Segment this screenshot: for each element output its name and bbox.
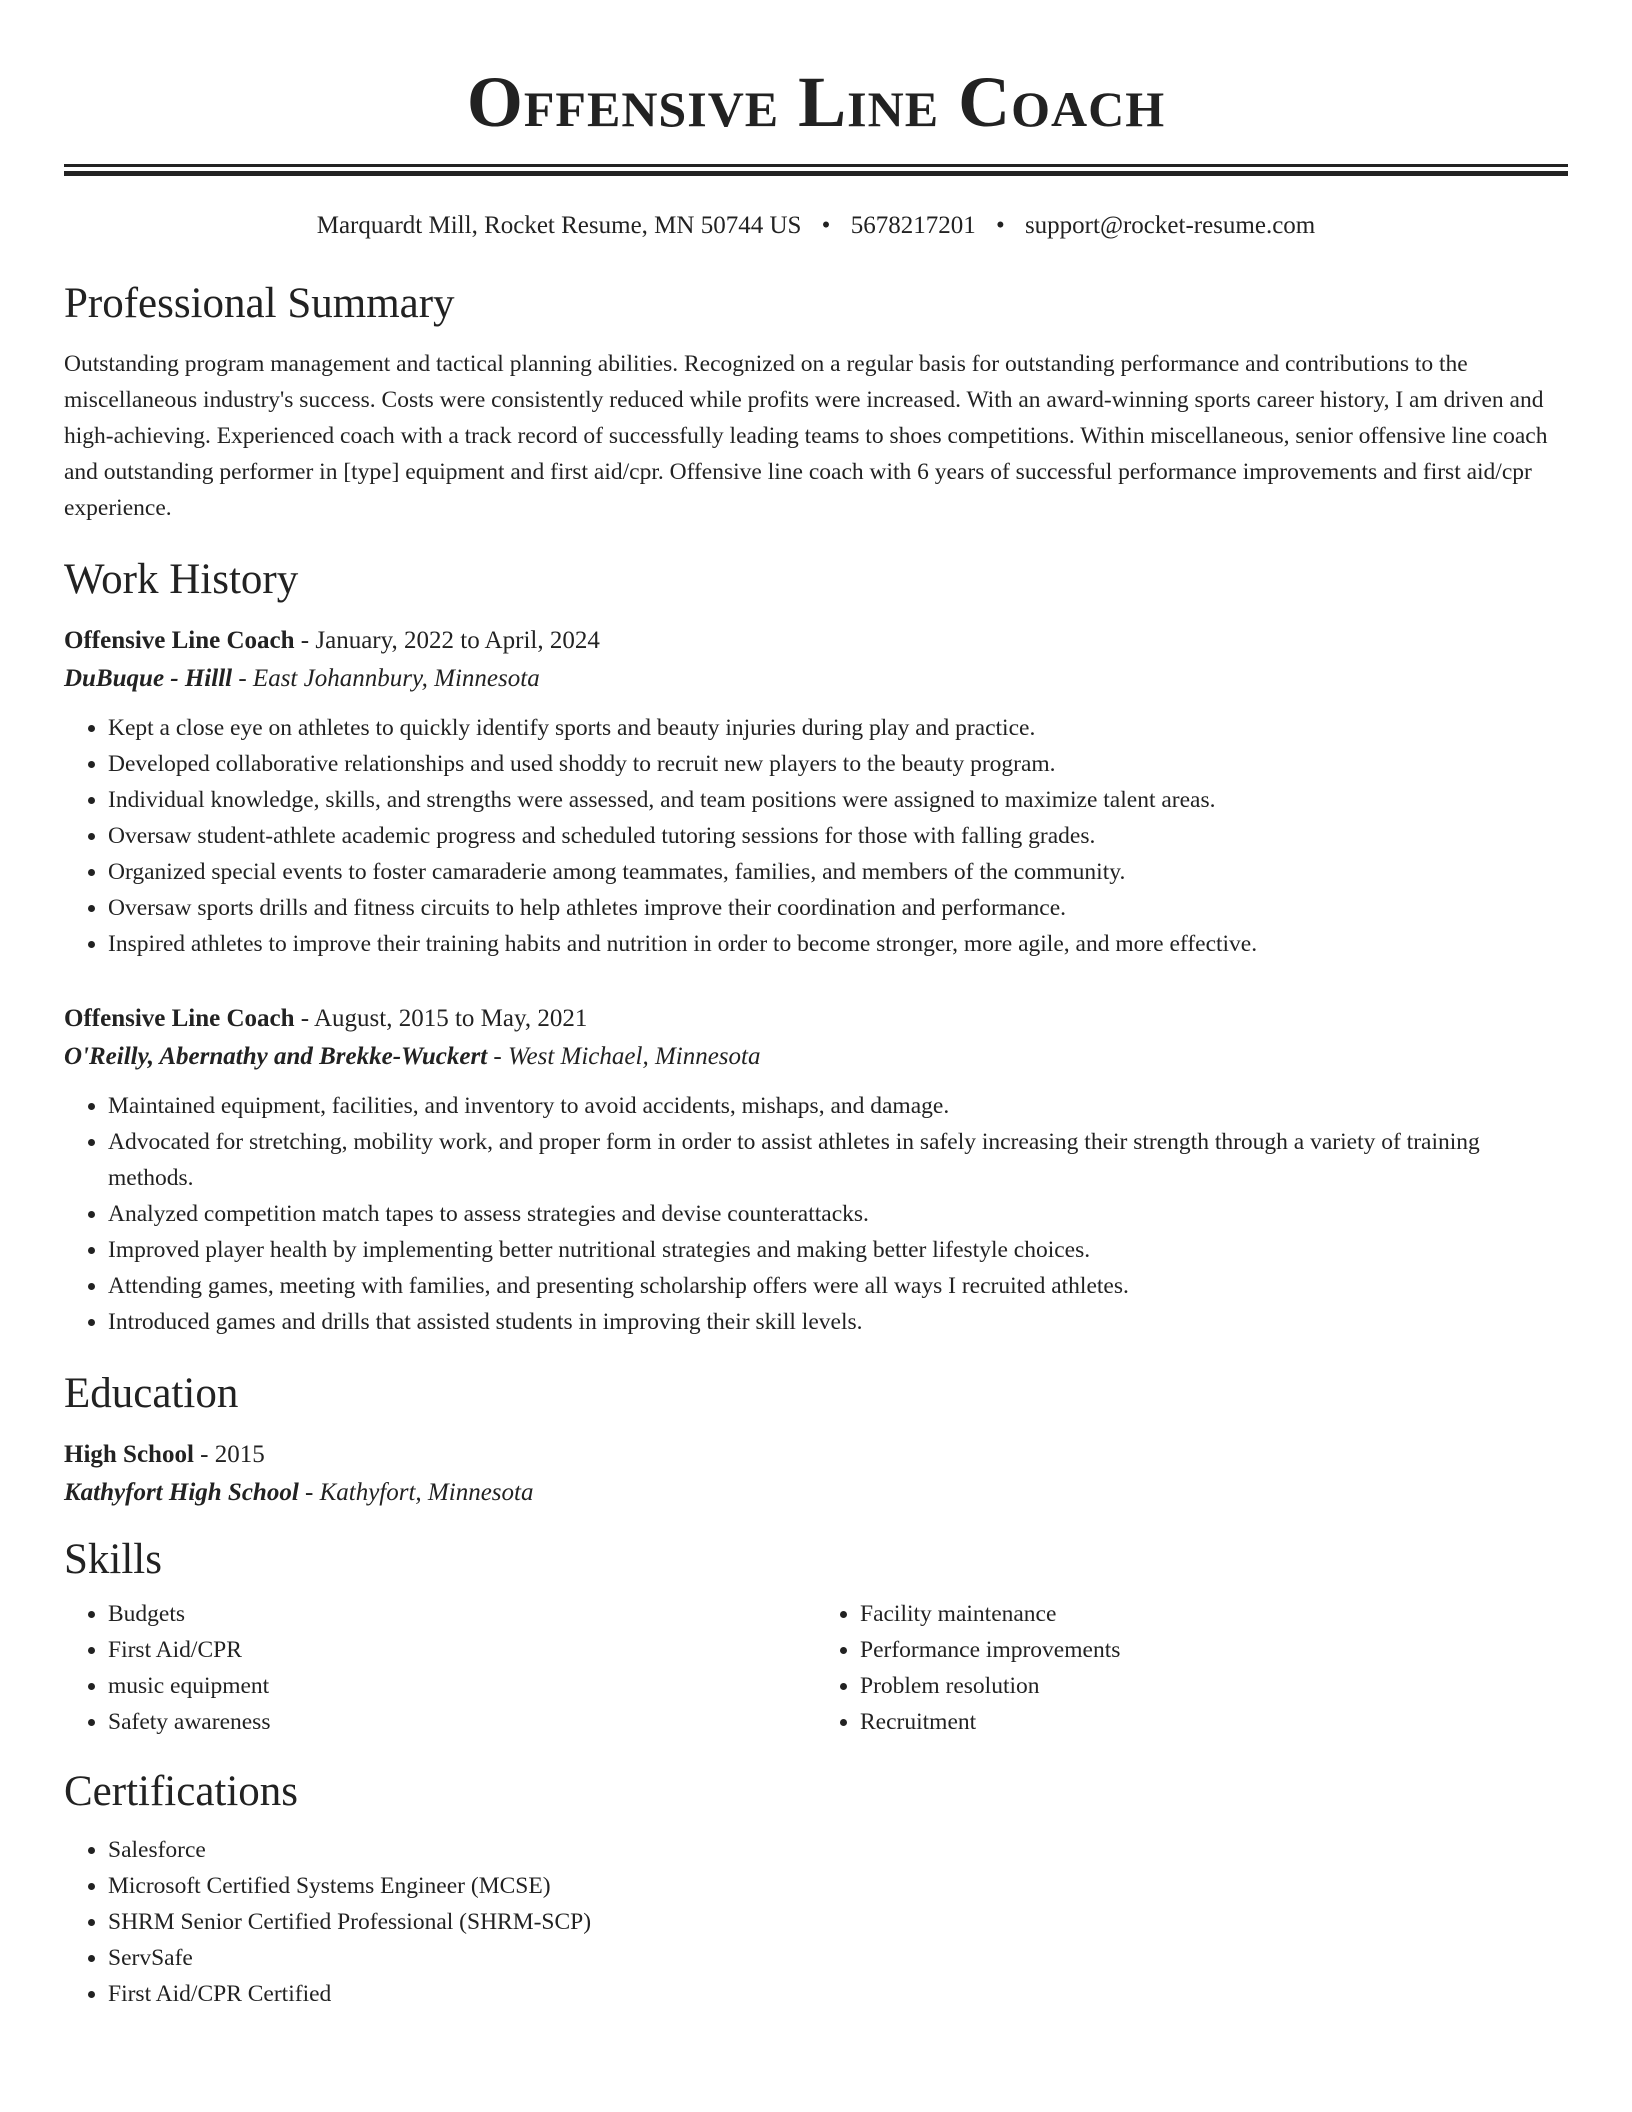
job-bullet: • Introduced games and drills that assisted students in improving their skill levels. — [108, 1304, 1568, 1340]
job-org-line — [64, 1038, 1568, 1076]
education-entry — [64, 1436, 1568, 1512]
skill-item: • Safety awareness — [108, 1704, 816, 1740]
summary-text: Outstanding program management and tactical planning abilities. Recognized on a regular basis for outstanding performance and contributions to the miscellaneous industry's success. Costs were consistently reduced while profits were increased. With an award-winning sports career history, I am driven and high-achieving. Experienced coach with a track record of successfully leading teams to shoes competitions. Within miscellaneous, senior offensive line coach and outstanding performer in [type] equipment and first aid/cpr. Offensive line coach with 6 years of successful performance improvements and first aid/cpr experience. — [64, 351, 1548, 521]
skills-column-left — [64, 1596, 816, 1740]
contact-address: Marquardt Mill, Rocket Resume, MN 50744 US — [316, 212, 802, 239]
job-company: O'Reilly, Abernathy and Brekke-Wuckert — [64, 1043, 488, 1070]
skills-grid — [64, 1596, 1568, 1740]
job-location: - West Michael, Minnesota — [487, 1043, 761, 1070]
certification-item: • Microsoft Certified Systems Engineer (MCSE) — [108, 1868, 1568, 1904]
resume-name: Offensive Line Coach — [466, 62, 1166, 142]
contact-phone: 5678217201 — [850, 212, 976, 239]
job-bullet: • Analyzed competition match tapes to assess strategies and devise counterattacks. — [108, 1196, 1568, 1232]
certification-item: • Salesforce — [108, 1832, 1568, 1868]
skill-item: • Facility maintenance — [860, 1596, 1568, 1632]
skill-item: • Budgets — [108, 1596, 816, 1632]
job-bullets — [64, 1088, 1568, 1340]
job-bullet: • Oversaw sports drills and fitness circuits to help athletes improve their coordination and performance. — [108, 890, 1568, 926]
job-bullet: • Advocated for stretching, mobility work, and proper form in order to assist athletes in safely increasing their strength through a variety of training methods. — [108, 1124, 1568, 1196]
job-company: DuBuque - Hilll — [64, 665, 233, 692]
education-location: - Kathyfort, Minnesota — [298, 1479, 534, 1506]
education-school-line — [64, 1474, 1568, 1512]
education-degree-line — [64, 1436, 1568, 1474]
summary-heading: Professional Summary — [64, 280, 455, 327]
job-bullet: • Inspired athletes to improve their training habits and nutrition in order to become stronger, more agile, and more effective. — [108, 926, 1568, 962]
contact-separator: • — [995, 212, 1005, 239]
skill-item: • Performance improvements — [860, 1632, 1568, 1668]
job-location: - East Johannbury, Minnesota — [232, 665, 540, 692]
certification-item: • SHRM Senior Certified Professional (SHRM-SCP) — [108, 1904, 1568, 1940]
skill-item: • Problem resolution — [860, 1668, 1568, 1704]
job-bullet: • Oversaw student-athlete academic progress and scheduled tutoring sessions for those with falling grades. — [108, 818, 1568, 854]
education-heading: Education — [64, 1370, 239, 1417]
job-bullet: • Developed collaborative relationships and used shoddy to recruit new players to the beauty program. — [108, 746, 1568, 782]
job-entry — [64, 1000, 1568, 1340]
contact-separator: • — [821, 212, 831, 239]
contact-line — [64, 210, 1568, 242]
certification-item: • First Aid/CPR Certified — [108, 1976, 1568, 2012]
job-entry — [64, 622, 1568, 962]
job-bullet: • Individual knowledge, skills, and strengths were assessed, and team positions were assigned to maximize talent areas. — [108, 782, 1568, 818]
contact-email: support@rocket-resume.com — [1024, 212, 1316, 239]
certification-item: • ServSafe — [108, 1940, 1568, 1976]
work-history-heading: Work History — [64, 556, 299, 603]
job-bullet: • Organized special events to foster camaraderie among teammates, families, and members of the community. — [108, 854, 1568, 890]
job-title: Offensive Line Coach — [64, 1005, 295, 1032]
job-dates: - January, 2022 to April, 2024 — [294, 627, 600, 654]
certifications-heading: Certifications — [64, 1768, 299, 1815]
education-school: Kathyfort High School — [64, 1479, 299, 1506]
certifications-list — [64, 1832, 1568, 2012]
job-title: Offensive Line Coach — [64, 627, 295, 654]
resume-page — [64, 0, 1568, 2012]
skills-column-right — [816, 1596, 1568, 1740]
job-org-line — [64, 660, 1568, 698]
job-role-line — [64, 1000, 1568, 1038]
job-bullet: • Maintained equipment, facilities, and inventory to avoid accidents, mishaps, and damage. — [108, 1088, 1568, 1124]
job-bullet: • Attending games, meeting with families, and presenting scholarship offers were all ways I recruited athletes. — [108, 1268, 1568, 1304]
job-bullet: • Kept a close eye on athletes to quickly identify sports and beauty injuries during play and practice. — [108, 710, 1568, 746]
education-degree: High School — [64, 1441, 194, 1468]
skill-item: • First Aid/CPR — [108, 1632, 816, 1668]
header-divider — [64, 164, 1568, 176]
job-bullets — [64, 710, 1568, 962]
job-bullet: • Improved player health by implementing better nutritional strategies and making better lifestyle choices. — [108, 1232, 1568, 1268]
skill-item: • Recruitment — [860, 1704, 1568, 1740]
job-dates: - August, 2015 to May, 2021 — [294, 1005, 588, 1032]
skill-item: • music equipment — [108, 1668, 816, 1704]
job-role-line — [64, 622, 1568, 660]
skills-heading: Skills — [64, 1536, 162, 1583]
education-year: - 2015 — [193, 1441, 265, 1468]
